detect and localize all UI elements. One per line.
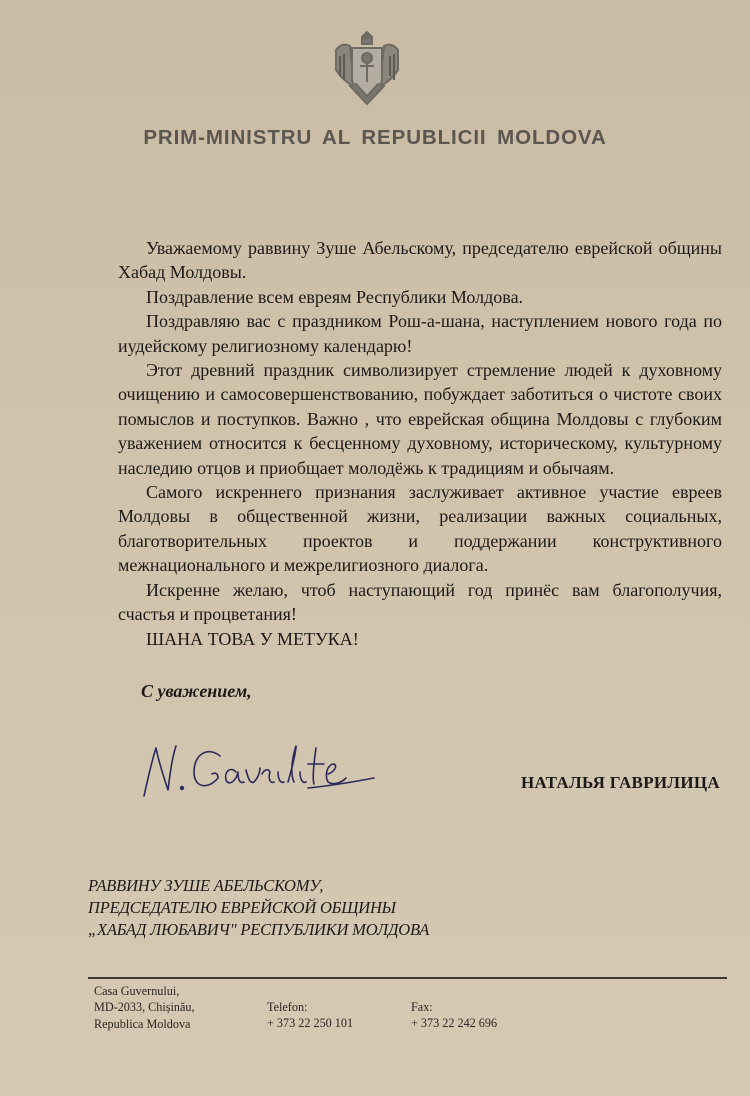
letter-body xyxy=(118,236,722,651)
address-line: Casa Guvernului, xyxy=(94,984,180,998)
addressee-line: ПРЕДСЕДАТЕЛЮ ЕВРЕЙСКОЙ ОБЩИНЫ xyxy=(88,898,396,917)
letter-paragraph: ШАНА ТОВА У МЕТУКА! xyxy=(146,628,359,649)
footer-fax xyxy=(411,999,497,1032)
letter-paragraph: Самого искреннего признания заслуживает активное участие евреев Молдовы в общественной жизни, реализации важных социальных, благотворительных проектов и поддержании конструктивного межнационального и межрелигиозного диалога. xyxy=(118,482,722,576)
letter-paragraph: Поздравляю вас с праздником Рош-а-шана, наступлением нового года по иудейскому религиозному календарю! xyxy=(118,311,722,356)
letter-closing: С уважением, xyxy=(141,681,252,701)
addressee-line: „ХАБАД ЛЮБАВИЧ" РЕСПУБЛИКИ МОЛДОВА xyxy=(88,920,430,939)
footer-divider xyxy=(88,977,727,979)
fax-label: Fax: xyxy=(411,1000,433,1014)
phone-number: + 373 22 250 101 xyxy=(267,1016,354,1031)
addressee-line: РАВВИНУ ЗУШЕ АБЕЛЬСКОМУ, xyxy=(88,876,324,895)
handwritten-signature xyxy=(138,738,378,802)
letter-paragraph: Этот древний праздник символизирует стремление людей к духовному очищению и самосовершенствованию, побуждает заботиться о чистоте своих помыслов и поступков. Важно , что еврейская община Молдовы с глубоким уважением относится к бесценному духовному, историческому, культурному наследию отцов и приобщает молодёжь к традициям и обычаям. xyxy=(118,360,722,478)
fax-number: + 373 22 242 696 xyxy=(411,1016,498,1031)
footer-phone xyxy=(267,999,353,1032)
address-line: MD-2033, Chișinău, xyxy=(94,1000,195,1015)
letter-paragraph: Искренне желаю, чтоб наступающий год принёс вам благополучия, счастья и процветания! xyxy=(118,579,722,625)
coat-of-arms-emblem xyxy=(328,28,406,110)
footer-address xyxy=(94,983,195,1032)
letter-paragraph: Уважаемому раввину Зуше Абельскому, председателю еврейской общины Хабад Молдовы. xyxy=(118,238,722,283)
phone-label: Telefon: xyxy=(267,1000,308,1014)
letterhead-title: PRIM-MINISTRU AL REPUBLICII MOLDOVA xyxy=(143,126,607,149)
address-line: Republica Moldova xyxy=(94,1016,191,1031)
letter-paragraph: Поздравление всем евреям Республики Молдова. xyxy=(146,286,524,307)
addressee-block xyxy=(88,875,429,941)
signer-name: НАТАЛЬЯ ГАВРИЛИЦА xyxy=(521,773,720,792)
